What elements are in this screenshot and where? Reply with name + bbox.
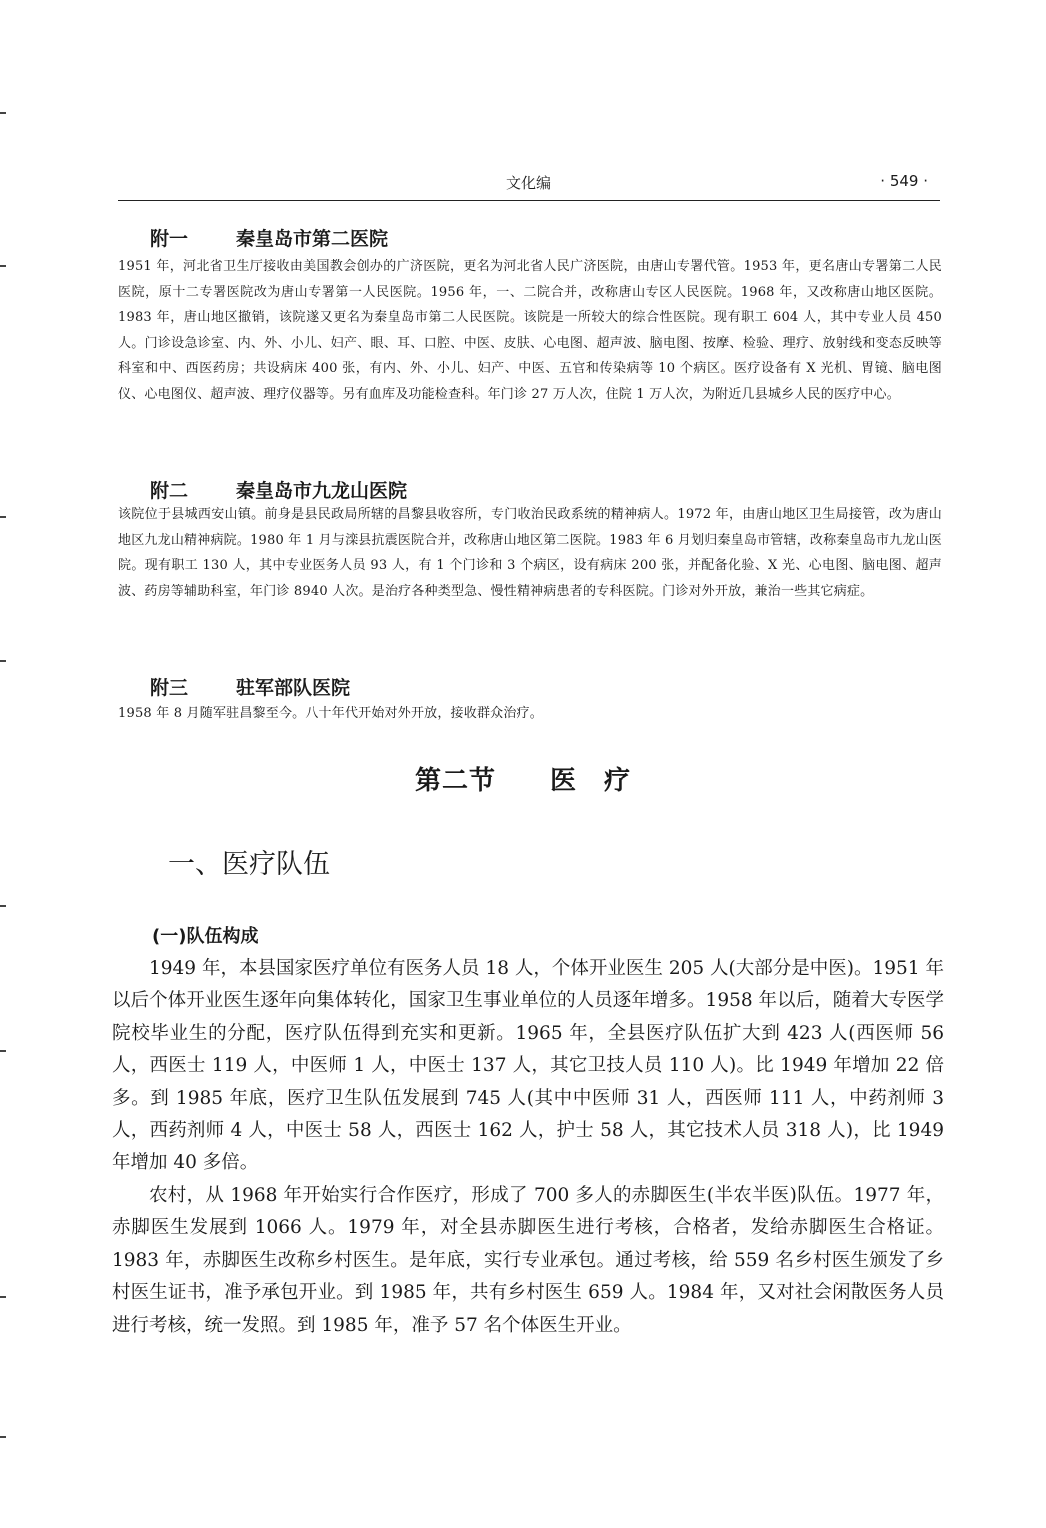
- appendix-1-text: 1951 年，河北省卫生厅接收由美国教会创办的广济医院，更名为河北省人民广济医院，由唐山专署代管。1953 年，更名唐山专署第二人民医院，原十二专署医院改为唐山专署第一人民医院。1956 年，一、二院合并，改称唐山专区人民医院。1968 年，又改称唐山地区医院。1983 年，唐山地区撤销，该院遂又更名为秦皇岛市第二人民医院。该院是一所较大的综合性医院。现有职工 604 人，其中专业人员 450 人。门诊设急诊室、内、外、小儿、妇产、眼、耳、口腔、中医、皮肤、心电图、超声波、脑电图、按摩、检验、理疗、放射线和变态反映等科室和中、西医药房；共设病床 400 张，有内、外、小儿、妇产、中医、五官和传染病等 10 个病区。医疗设备有 X 光机、胃镜、脑电图仪、心电图仪、超声波、理疗仪器等。另有血库及功能检查科。年门诊 27 万人次，住院 1 万人次，为附近几县城乡人民的医疗中心。: [118, 259, 942, 402]
- page-header: [118, 170, 940, 201]
- appendix-1-title: 秦皇岛市第二医院: [236, 228, 389, 250]
- body-paragraph-2: 农村，从 1968 年开始实行合作医疗，形成了 700 多人的赤脚医生(半农半医)队伍。1977 年，赤脚医生发展到 1066 人。1979 年，对全县赤脚医生进行考核，合格者，发给赤脚医生合格证。1983 年，赤脚医生改称乡村医生。是年底，实行专业承包。通过考核，给 559 名乡村医生颁发了乡村医生证书，准予承包开业。到 1985 年，共有乡村医生 659 人。1984 年，又对社会闲散医务人员进行考核，统一发照。到 1985 年，准予 57 名个体医生开业。: [112, 1185, 944, 1336]
- scan-edge-mark: [0, 1050, 6, 1052]
- section-title: 第二节 医 疗: [414, 766, 631, 796]
- appendix-2-text: 该院位于县城西安山镇。前身是县民政局所辖的昌黎县收容所，专门收治民政系统的精神病人。1972 年，由唐山地区卫生局接管，改为唐山地区九龙山精神病院。1980 年 1 月与滦县抗震医院合并，改称唐山地区第二医院。1983 年 6 月划归秦皇岛市管辖，改称秦皇岛市九龙山医院。现有职工 130 人，其中专业医务人员 93 人，有 1 个门诊和 3 个病区，设有病床 200 张，并配备化验、X 光、心电图、脑电图、超声波、药房等辅助科室，年门诊 8940 人次。是治疗各种类型急、慢性精神病患者的专科医院。门诊对外开放，兼治一些其它病症。: [118, 507, 942, 599]
- appendix-3-label: 附三: [150, 677, 189, 699]
- appendix-1-heading: [150, 224, 388, 251]
- subsection-title: 一、医疗队伍: [168, 849, 330, 880]
- scan-edge-mark: [0, 112, 6, 114]
- scan-edge-mark: [0, 905, 6, 907]
- scan-edge-mark: [0, 516, 6, 518]
- body-paragraph-1: 1949 年，本县国家医疗单位有医务人员 18 人，个体开业医生 205 人(大部分是中医)。1951 年以后个体开业医生逐年向集体转化，国家卫生事业单位的人员逐年增多。1958 年以后，随着大专医学院校毕业生的分配，医疗队伍得到充实和更新。1965 年，全县医疗队伍扩大到 423 人(西医师 56 人，西医士 119 人，中医师 1 人，中医士 137 人，其它卫技人员 110 人)。比 1949 年增加 22 倍多。到 1985 年底，医疗卫生队伍发展到 745 人(其中中医师 31 人，西医师 111 人，中药剂师 3 人，西药剂师 4 人，中医士 58 人，西医士 162 人，护士 58 人，其它技术人员 318 人)，比 1949 年增加 40 多倍。: [112, 958, 944, 1174]
- sub-heading: (一)队伍构成: [152, 926, 259, 947]
- appendix-1-label: 附一: [150, 228, 189, 250]
- appendix-2-label: 附二: [150, 480, 189, 502]
- appendix-3-text: 1958 年 8 月随军驻昌黎至今。八十年代开始对外开放，接收群众治疗。: [118, 706, 543, 721]
- scan-edge-mark: [0, 1436, 6, 1438]
- scan-edge-mark: [0, 660, 6, 662]
- appendix-2-heading: [150, 476, 407, 503]
- scan-edge-mark: [0, 265, 6, 267]
- appendix-3-title: 驻军部队医院: [236, 677, 351, 699]
- page-number: · 549 ·: [880, 172, 928, 190]
- appendix-3-heading: [150, 673, 350, 700]
- scan-edge-mark: [0, 1296, 6, 1298]
- appendix-2-title: 秦皇岛市九龙山医院: [236, 480, 408, 502]
- running-title: 文化编: [506, 174, 552, 192]
